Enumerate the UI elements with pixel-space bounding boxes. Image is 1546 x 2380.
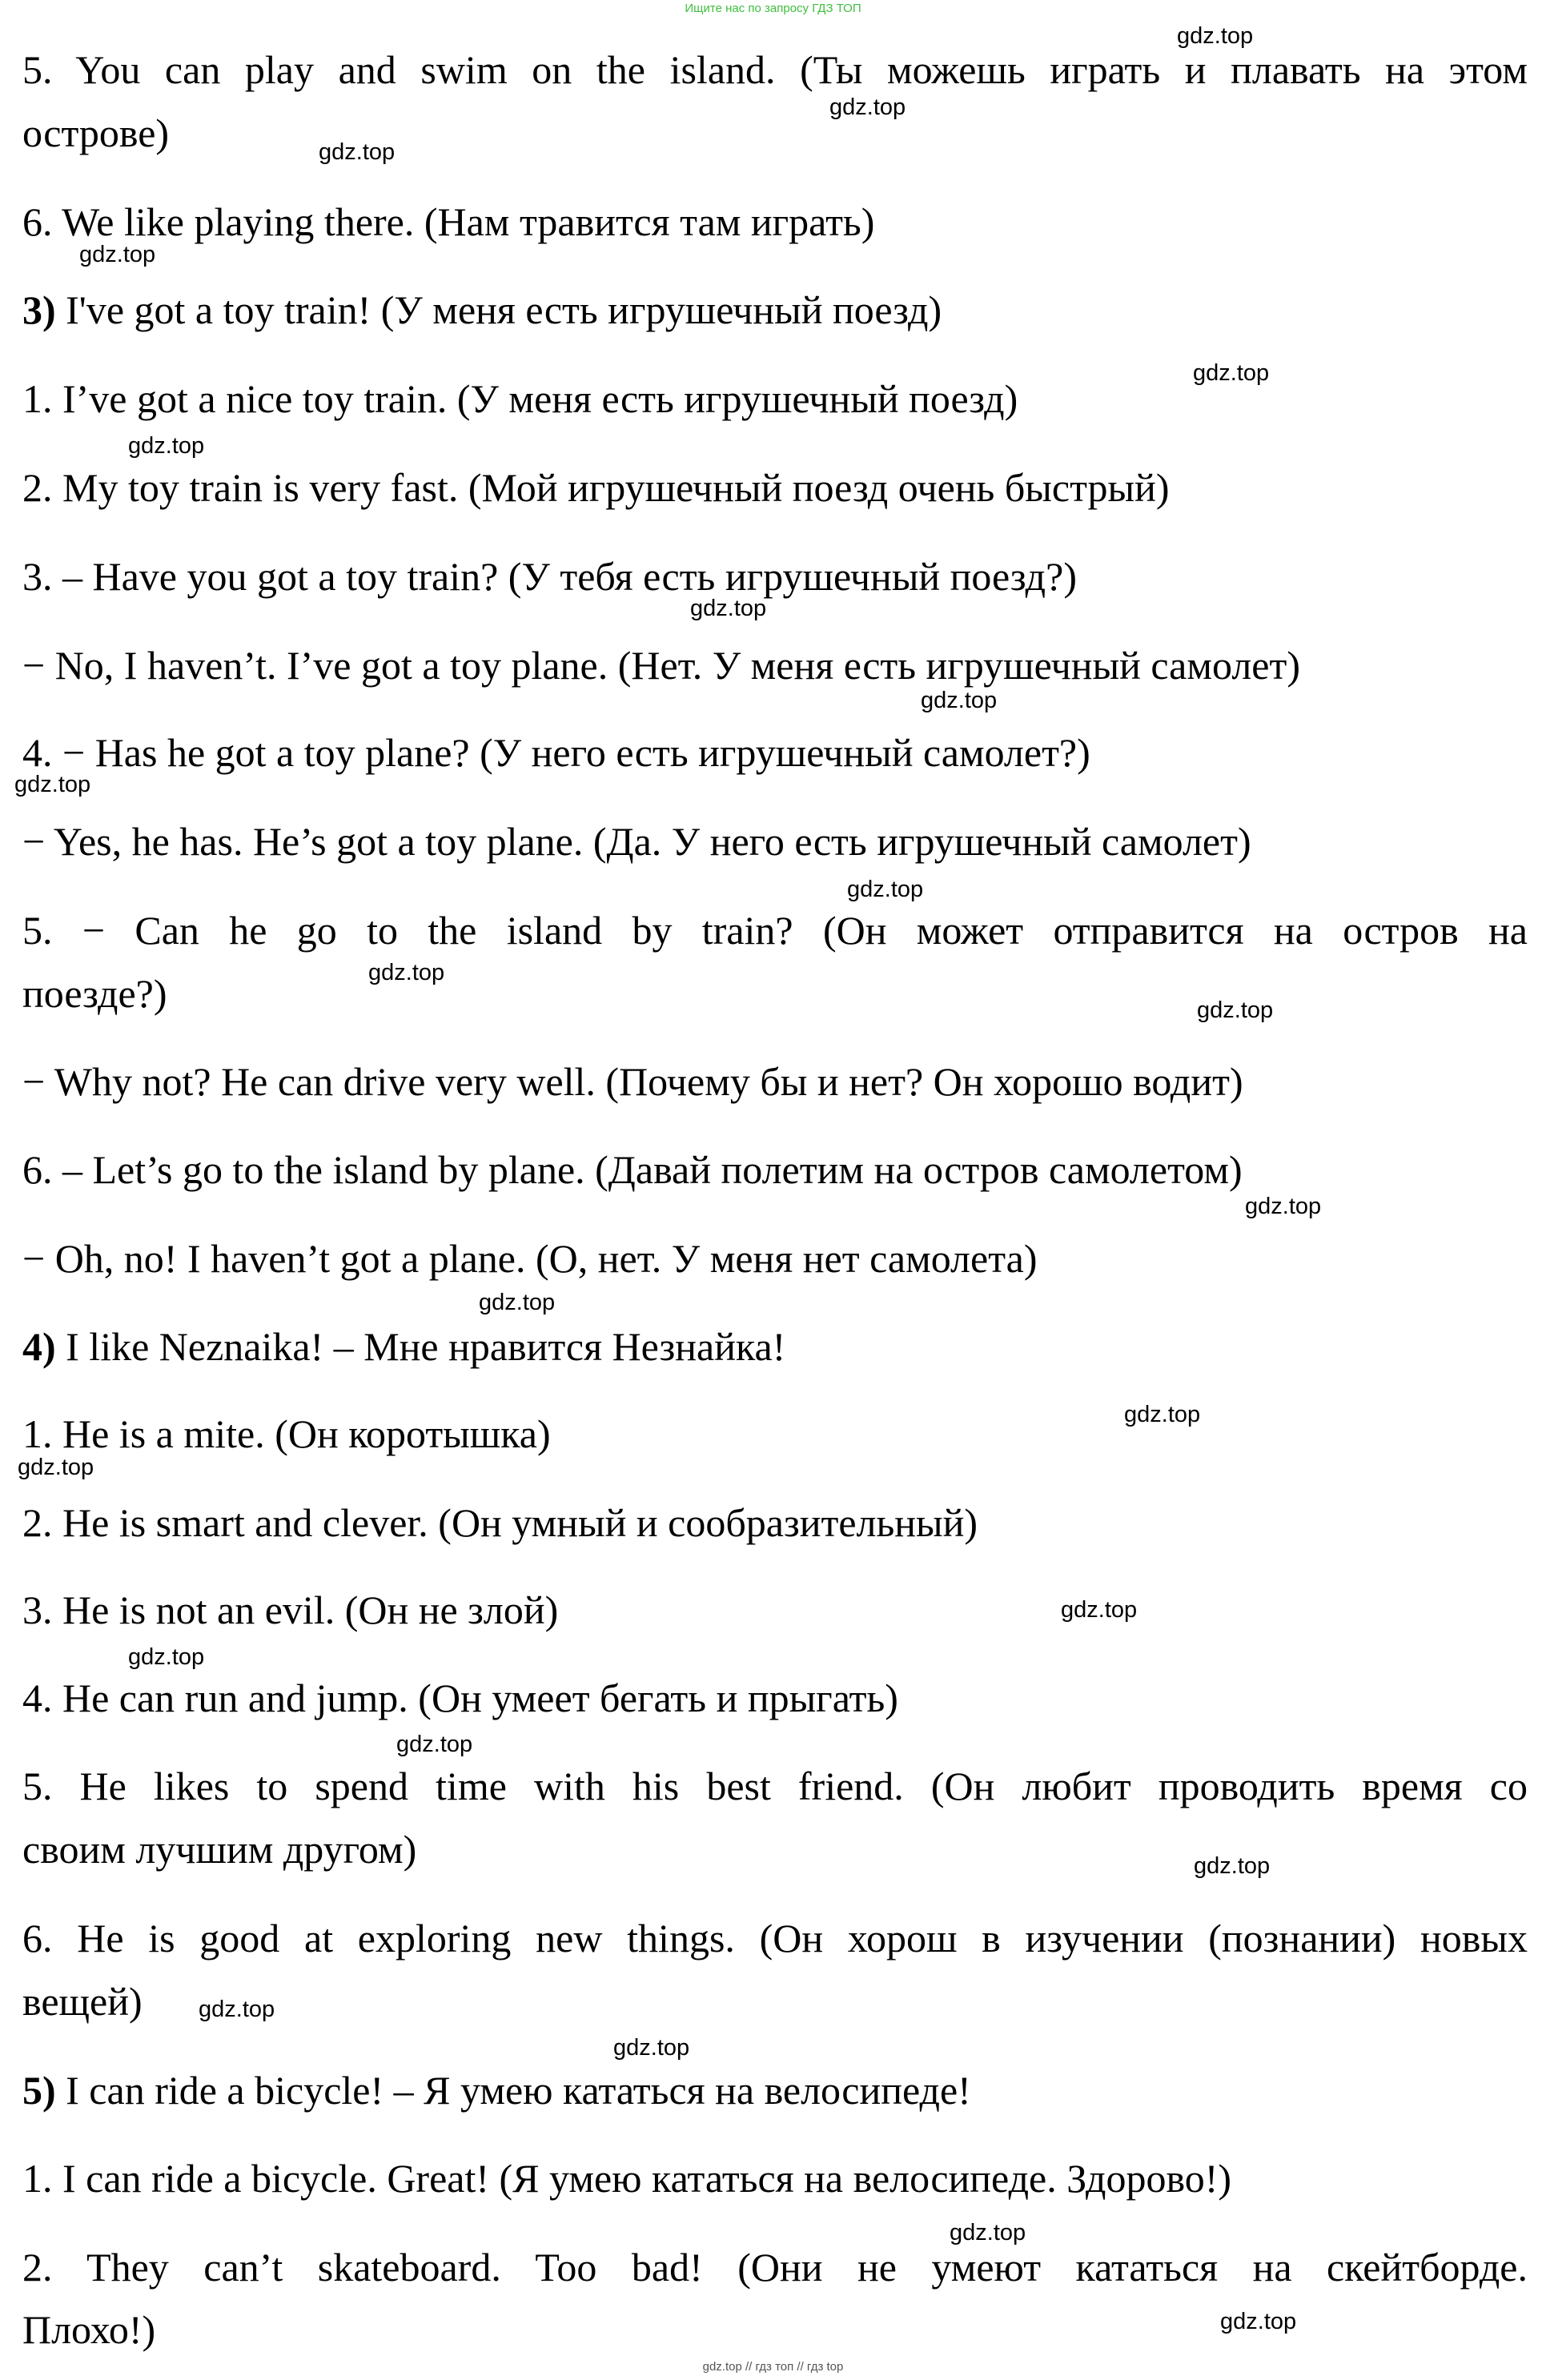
watermark: gdz.top bbox=[479, 1290, 556, 1315]
watermark: gdz.top bbox=[829, 94, 906, 120]
text-line: 5. He likes to spend time with his best friend. (Он любит проводить время со bbox=[22, 1764, 1528, 1808]
watermark: gdz.top bbox=[1245, 1194, 1322, 1219]
watermark: gdz.top bbox=[199, 1997, 275, 2022]
watermark: gdz.top bbox=[319, 139, 396, 165]
section-heading-5 bbox=[22, 2059, 1528, 2121]
text-line: 2. He is smart and clever. (Он умный и сообразительный) bbox=[22, 1500, 978, 1545]
text-line: 5. − Can he go to the island by train? (Он может отправится на остров на bbox=[22, 908, 1528, 953]
section-title: I can ride a bicycle! – Я умею кататься на велосипеде! bbox=[55, 2068, 971, 2113]
text-line: 2. They can’t skateboard. Too bad! (Они не умеют кататься на скейтборде. bbox=[22, 2245, 1528, 2290]
text-line: поезде?) bbox=[22, 971, 167, 1016]
text-line: 1. He is a mite. (Он коротышка) bbox=[22, 1411, 551, 1456]
section-number: 3) bbox=[22, 287, 56, 332]
text-line: − No, I haven’t. I’ve got a toy plane. (Нет. У меня есть игрушечный самолет) bbox=[22, 643, 1300, 688]
watermark: gdz.top bbox=[1124, 1402, 1201, 1427]
text-line: вещей) bbox=[22, 1979, 143, 2024]
watermark: gdz.top bbox=[1197, 997, 1274, 1023]
section-title: I like Neznaika! – Мне нравится Незнайка! bbox=[55, 1324, 786, 1369]
watermark: gdz.top bbox=[921, 688, 998, 713]
section-number: 4) bbox=[22, 1324, 56, 1369]
section-title: I've got a toy train! (У меня есть игрушечный поезд) bbox=[55, 287, 942, 332]
section-heading-4 bbox=[22, 1315, 1528, 1378]
watermark: gdz.top bbox=[128, 1644, 205, 1670]
watermark: gdz.top bbox=[14, 772, 91, 797]
watermark: gdz.top bbox=[847, 877, 924, 902]
header-note: Ищите нас по запросу ГДЗ ТОП bbox=[685, 2, 861, 15]
section-heading-3 bbox=[22, 279, 1528, 341]
footer-note: gdz.top // гдз топ // гдз top bbox=[702, 2360, 844, 2374]
watermark: gdz.top bbox=[1193, 360, 1270, 386]
text-line: 6. We like playing there. (Нам травится там играть) bbox=[22, 199, 875, 244]
text-line: − Oh, no! I haven’t got a plane. (О, нет. У меня нет самолета) bbox=[22, 1236, 1038, 1281]
text-line: 4. − Has he got a toy plane? (У него есть игрушечный самолет?) bbox=[22, 730, 1090, 775]
watermark: gdz.top bbox=[1220, 2309, 1297, 2334]
watermark: gdz.top bbox=[79, 242, 156, 267]
text-line: 3. He is not an evil. (Он не злой) bbox=[22, 1587, 559, 1632]
text-line: 1. I can ride a bicycle. Great! (Я умею кататься на велосипеде. Здорово!) bbox=[22, 2156, 1232, 2201]
watermark: gdz.top bbox=[950, 2220, 1026, 2246]
text-line: своим лучшим другом) bbox=[22, 1827, 417, 1872]
text-line: 6. – Let’s go to the island by plane. (Давай полетим на остров самолетом) bbox=[22, 1147, 1243, 1192]
watermark: gdz.top bbox=[1061, 1597, 1138, 1623]
watermark: gdz.top bbox=[613, 2035, 690, 2061]
section-number: 5) bbox=[22, 2068, 56, 2113]
text-line: 1. I’ve got a nice toy train. (У меня есть игрушечный поезд) bbox=[22, 376, 1018, 421]
text-line: 3. – Have you got a toy train? (У тебя есть игрушечный поезд?) bbox=[22, 554, 1077, 599]
watermark: gdz.top bbox=[396, 1732, 473, 1757]
watermark: gdz.top bbox=[1194, 1853, 1271, 1879]
text-line: 5. You can play and swim on the island. (Ты можешь играть и плавать на этом bbox=[22, 47, 1528, 92]
watermark: gdz.top bbox=[18, 1455, 94, 1480]
text-line: острове) bbox=[22, 110, 170, 155]
text-line: − Why not? He can drive very well. (Почему бы и нет? Он хорошо водит) bbox=[22, 1059, 1243, 1104]
text-line: 6. He is good at exploring new things. (Он хорош в изучении (познании) новых bbox=[22, 1916, 1528, 1961]
text-line: 2. My toy train is very fast. (Мой игрушечный поезд очень быстрый) bbox=[22, 465, 1170, 510]
text-line: − Yes, he has. He’s got a toy plane. (Да. У него есть игрушечный самолет) bbox=[22, 819, 1251, 864]
watermark: gdz.top bbox=[1177, 23, 1254, 49]
watermark: gdz.top bbox=[368, 960, 445, 985]
text-line: 4. He can run and jump. (Он умеет бегать и прыгать) bbox=[22, 1676, 898, 1720]
watermark: gdz.top bbox=[690, 596, 767, 621]
text-line: Плохо!) bbox=[22, 2307, 156, 2352]
watermark: gdz.top bbox=[128, 433, 205, 459]
